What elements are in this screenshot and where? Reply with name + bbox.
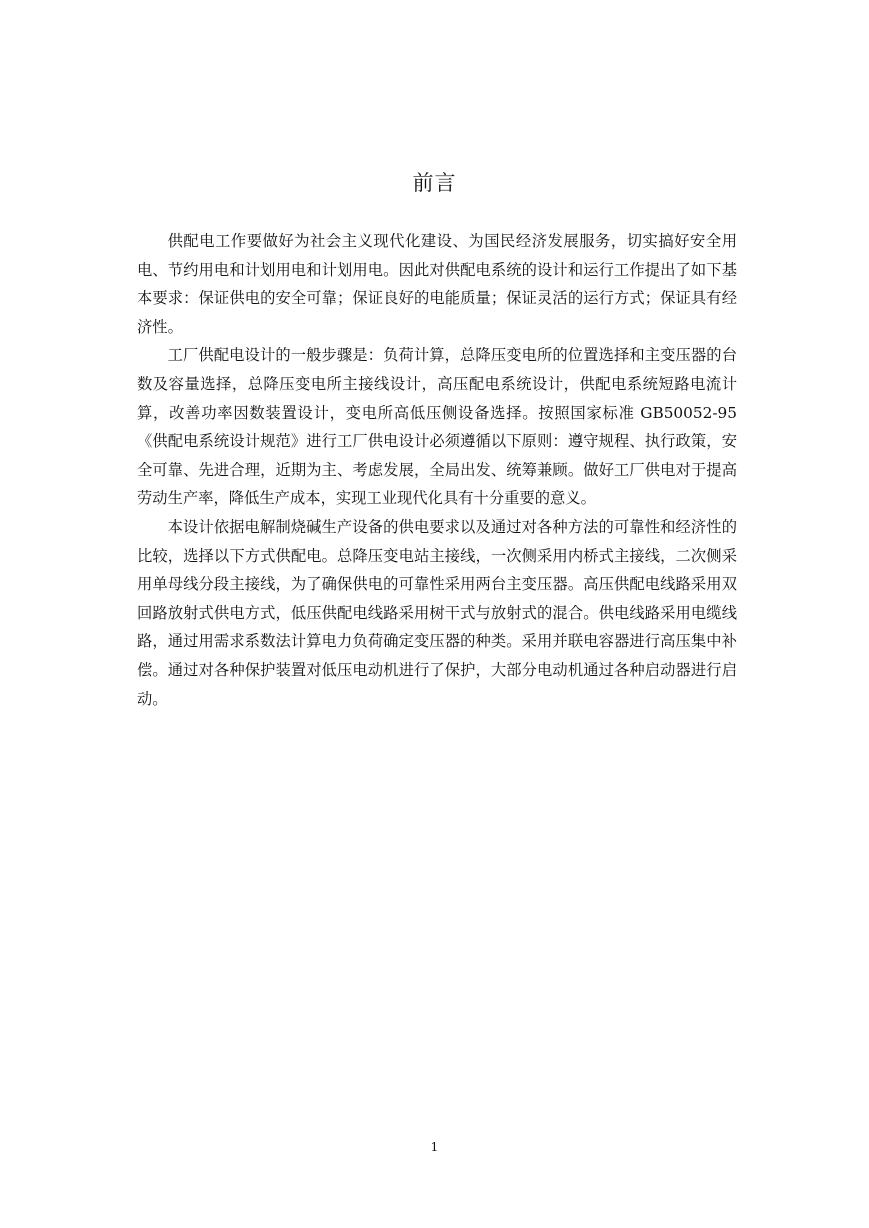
body-text xyxy=(137,227,737,713)
page-title: 前言 xyxy=(412,171,457,195)
paragraph-1: 供配电工作要做好为社会主义现代化建设、为国民经济发展服务，切实搞好安全用电、节约用电和计划用电和计划用电。因此对供配电系统的设计和运行工作提出了如下基本要求：保证供电的安全可靠；保证良好的电能质量；保证灵活的运行方式；保证具有经济性。 xyxy=(137,232,737,336)
paragraph-2: 工厂供配电设计的一般步骤是：负荷计算，总降压变电所的位置选择和主变压器的台数及容量选择，总降压变电所主接线设计，高压配电系统设计，供配电系统短路电流计算，改善功率因数装置设计，变电所高低压侧设备选择。按照国家标准 GB50052-95《供配电系统设计规范》进行工厂供电设计必须遵循以下原则：遵守规程、执行政策，安全可靠、先进合理，近期为主、考虑发展，全局出发、统筹兼顾。做好工厂供电对于提高劳动生产率，降低生产成本，实现工业现代化具有十分重要的意义。 xyxy=(137,346,737,508)
page-number: 1 xyxy=(430,1140,439,1154)
paragraph-3: 本设计依据电解制烧碱生产设备的供电要求以及通过对各种方法的可靠性和经济性的比较，选择以下方式供配电。总降压变电站主接线，一次侧采用内桥式主接线，二次侧采用单母线分段主接线，为了确保供电的可靠性采用两台主变压器。高压供配电线路采用双回路放射式供电方式，低压供配电线路采用树干式与放射式的混合。供电线路采用电缆线路，通过用需求系数法计算电力负荷确定变压器的种类。采用并联电容器进行高压集中补偿。通过对各种保护装置对低压电动机进行了保护，大部分电动机通过各种启动器进行启动。 xyxy=(137,517,737,708)
